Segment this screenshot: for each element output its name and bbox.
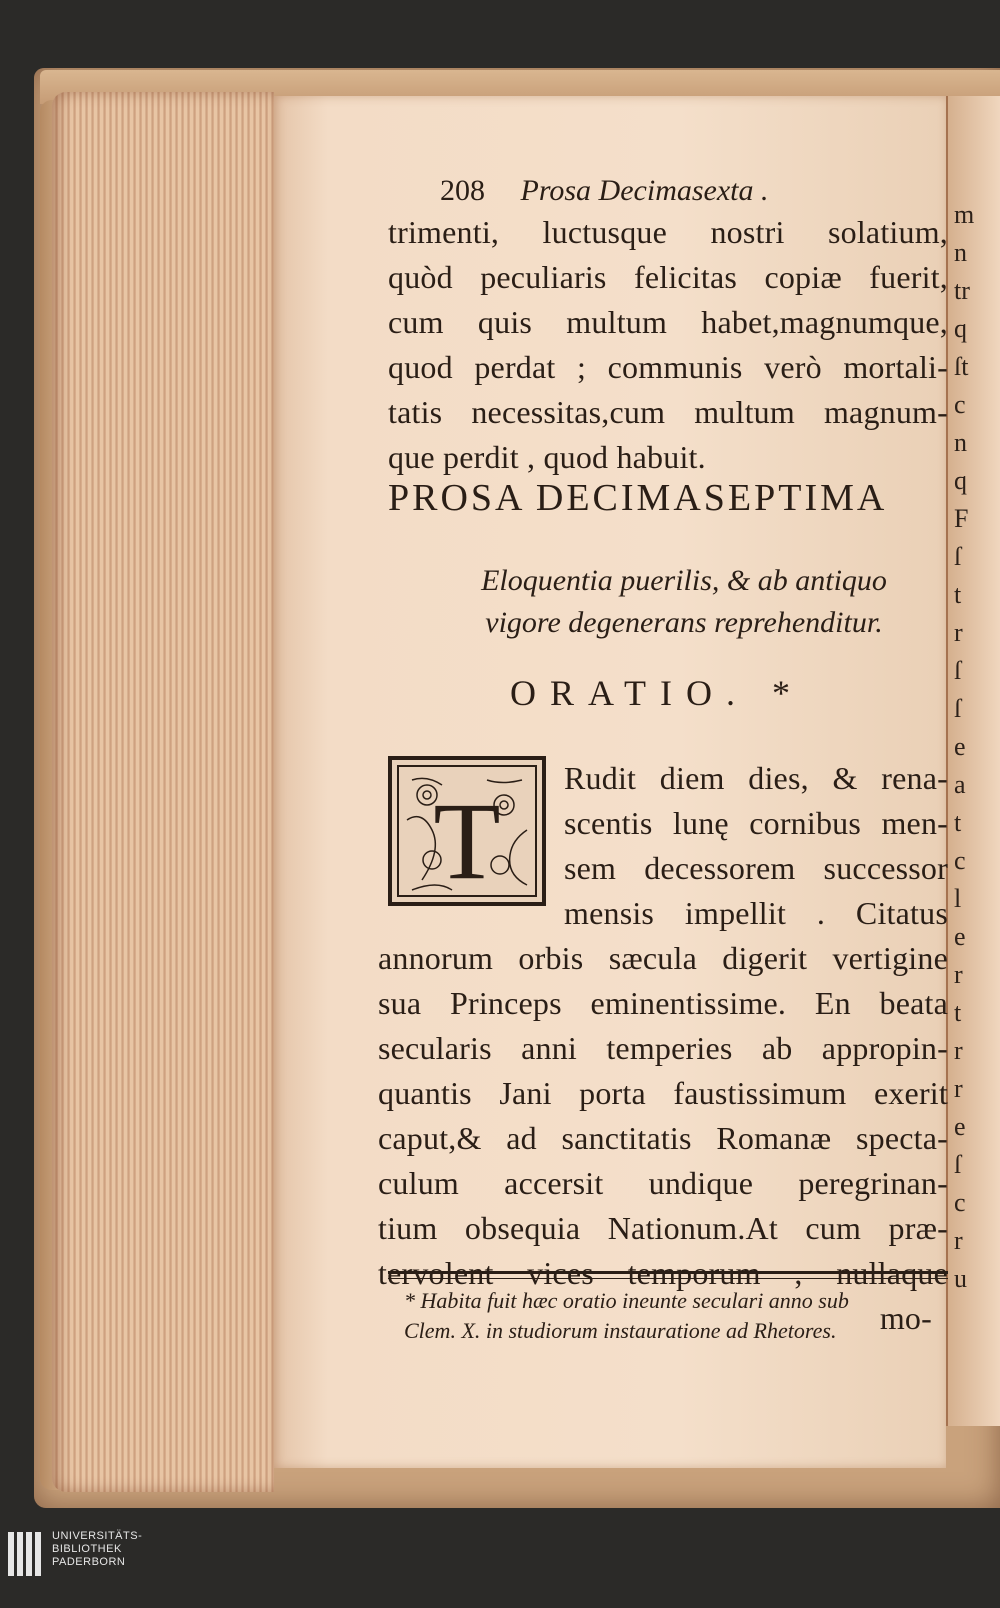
viewer-footer bbox=[0, 1520, 1000, 1608]
next-page-glyph: tr bbox=[954, 276, 970, 305]
next-page-glyph: t bbox=[954, 808, 962, 837]
section-subtitle bbox=[424, 560, 944, 644]
footnote-line: * Habita fuit hæc oratio ineunte seculari anno sub bbox=[404, 1288, 849, 1313]
next-page-glyph: e bbox=[954, 732, 966, 761]
floral-initial-icon bbox=[392, 760, 542, 902]
next-page-glyph: r bbox=[954, 1226, 963, 1255]
next-page-glyph: ſ bbox=[954, 542, 962, 571]
next-page-glyph: ſ bbox=[954, 656, 962, 685]
next-page-edge bbox=[946, 96, 1000, 1426]
text-line: annorum orbis sæcula digerit vertigine bbox=[378, 940, 948, 976]
text-line: tatis necessitas,cum multum magnum- bbox=[388, 394, 948, 430]
next-page-glyph: n bbox=[954, 238, 967, 267]
text-line: tium obsequia Nationum.At cum præ- bbox=[378, 1210, 948, 1246]
next-page-glyph: t bbox=[954, 998, 962, 1027]
next-page-glyph: c bbox=[954, 1188, 966, 1217]
logo-line: PADERBORN bbox=[52, 1556, 126, 1568]
text-line: caput,& ad sanctitatis Romanæ specta- bbox=[378, 1120, 948, 1156]
text-line: quantis Jani porta faustissimum exerit bbox=[378, 1075, 948, 1111]
next-page-glyph: m bbox=[954, 200, 975, 229]
next-page-glyph: c bbox=[954, 846, 966, 875]
next-page-glyph: ſ bbox=[954, 1150, 962, 1179]
next-page-glyph: a bbox=[954, 770, 966, 799]
text-line: trimenti, luctusque nostri solatium, bbox=[388, 214, 948, 250]
page-header bbox=[440, 174, 769, 208]
text-line: secularis anni temperies ab appropin- bbox=[378, 1030, 948, 1066]
body-paragraph bbox=[378, 936, 948, 1341]
text-line: mensis impellit . Citatus bbox=[564, 895, 948, 931]
subtitle-line: Eloquentia puerilis, & ab antiquo bbox=[481, 564, 887, 597]
text-line: que perdit , quod habuit. bbox=[388, 439, 706, 475]
next-page-glyph: c bbox=[954, 390, 966, 419]
catchword: mo- bbox=[879, 1300, 932, 1336]
next-page-glyph: u bbox=[954, 1264, 967, 1293]
logo-line: UNIVERSITÄTS- bbox=[52, 1530, 143, 1542]
section-heading: PROSA DECIMASEPTIMA bbox=[388, 477, 888, 519]
logo-line: BIBLIOTHEK bbox=[52, 1543, 122, 1555]
next-page-glyph: r bbox=[954, 960, 963, 989]
next-page-glyph: e bbox=[954, 922, 966, 951]
svg-text:T: T bbox=[433, 780, 501, 902]
top-paragraph bbox=[388, 210, 948, 480]
footnote-rule bbox=[388, 1271, 948, 1279]
next-page-glyph: r bbox=[954, 1074, 963, 1103]
text-line: scentis lunę cornibus men- bbox=[564, 805, 948, 841]
library-name bbox=[52, 1530, 142, 1569]
library-logo[interactable] bbox=[6, 1530, 142, 1580]
running-title: Prosa Decimasexta . bbox=[520, 174, 769, 207]
next-page-glyph: ſt bbox=[954, 352, 969, 381]
page-edges bbox=[52, 92, 274, 1492]
text-line: culum accersit undique peregrinan- bbox=[378, 1165, 948, 1201]
next-page-glyphs bbox=[948, 96, 1000, 1298]
next-page-glyph: r bbox=[954, 1036, 963, 1065]
text-line: Rudit diem dies, & rena- bbox=[564, 760, 948, 796]
next-page-glyph: q bbox=[954, 466, 967, 495]
text-line: tervolent vices temporum , nullaque bbox=[378, 1255, 948, 1291]
next-page-glyph: r bbox=[954, 618, 963, 647]
next-page-glyph: l bbox=[954, 884, 962, 913]
next-page-glyph: ſ bbox=[954, 694, 962, 723]
next-page-glyph: e bbox=[954, 1112, 966, 1141]
indented-paragraph bbox=[564, 756, 948, 936]
library-logo-icon bbox=[6, 1530, 44, 1578]
text-line: sua Princeps eminentissime. En beata bbox=[378, 985, 948, 1021]
decorated-initial bbox=[388, 756, 546, 906]
text-line: quod perdat ; communis verò mortali- bbox=[388, 349, 948, 385]
text-line: sem decessorem successor bbox=[564, 850, 948, 886]
subtitle-line: vigore degenerans reprehenditur. bbox=[485, 606, 883, 639]
next-page-glyph: F bbox=[954, 504, 969, 533]
footnote-line: Clem. X. in studiorum instauratione ad Rhetores. bbox=[404, 1318, 837, 1343]
oratio-heading: ORATIO. * bbox=[510, 673, 804, 713]
footnote bbox=[404, 1286, 944, 1346]
next-page-glyph: n bbox=[954, 428, 967, 457]
next-page-glyph: q bbox=[954, 314, 967, 343]
text-line: cum quis multum habet,magnumque, bbox=[388, 304, 948, 340]
page-number: 208 bbox=[440, 174, 485, 207]
text-line: quòd peculiaris felicitas copiæ fuerit, bbox=[388, 259, 948, 295]
next-page-glyph: t bbox=[954, 580, 962, 609]
book-page bbox=[274, 96, 946, 1468]
